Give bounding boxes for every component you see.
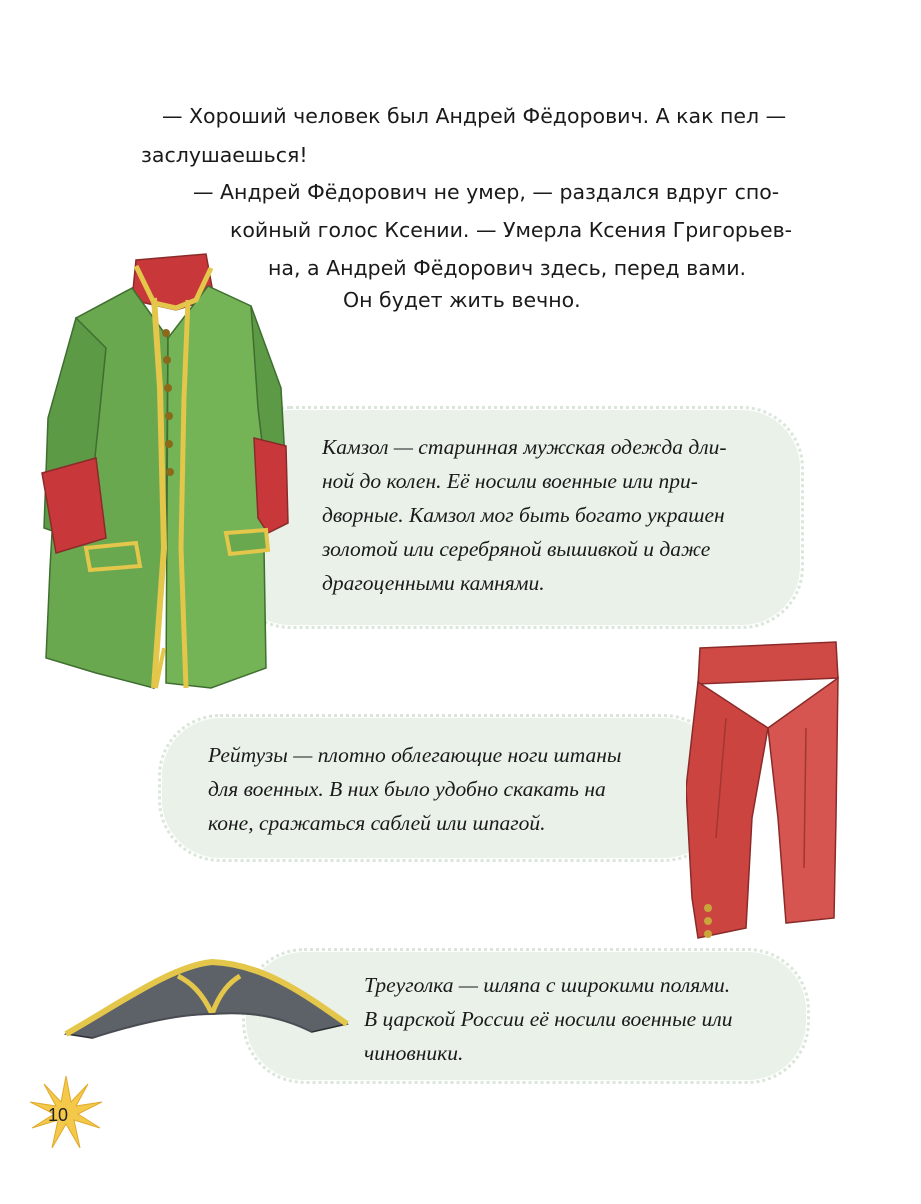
glossary-text-kamzol xyxy=(322,430,727,600)
story-line: на, а Андрей Фёдорович здесь, перед вами. xyxy=(268,256,747,280)
glossary-line: драгоценными камнями. xyxy=(322,571,545,595)
glossary-line: ной до колен. Её носили военные или при- xyxy=(322,469,698,493)
glossary-line: дворные. Камзол мог быть богато украшен xyxy=(322,503,725,527)
glossary-line: золотой или серебряной вышивкой и даже xyxy=(322,537,711,561)
glossary-line: В царской России её носили военные или xyxy=(364,1007,733,1031)
story-line: — Андрей Фёдорович не умер, — раздался вдруг спо- xyxy=(193,180,780,204)
glossary-line: Камзол — старинная мужская одежда дли- xyxy=(322,435,727,459)
glossary-text-reytuzy xyxy=(208,738,622,840)
story-line: койный голос Ксении. — Умерла Ксения Григорьев- xyxy=(230,218,793,242)
glossary-text-treugolka xyxy=(364,968,732,1070)
glossary-line: коне, сражаться саблей или шпагой. xyxy=(208,811,546,835)
glossary-line: Рейтузы — плотно облегающие ноги штаны xyxy=(208,743,622,767)
green-coat-illustration xyxy=(36,248,296,703)
story-line: — Хороший человек был Андрей Фёдорович. А как пел — xyxy=(162,104,787,128)
tricorn-hat-illustration xyxy=(62,952,352,1047)
glossary-line: для военных. В них было удобно скакать на xyxy=(208,777,606,801)
red-breeches-illustration xyxy=(686,638,846,943)
glossary-line: чиновники. xyxy=(364,1041,464,1065)
page-number: 10 xyxy=(48,1105,69,1125)
story-line: заслушаешься! xyxy=(141,143,308,167)
story-line: Он будет жить вечно. xyxy=(343,288,581,312)
glossary-line: Треуголка — шляпа с широкими полями. xyxy=(364,973,731,997)
